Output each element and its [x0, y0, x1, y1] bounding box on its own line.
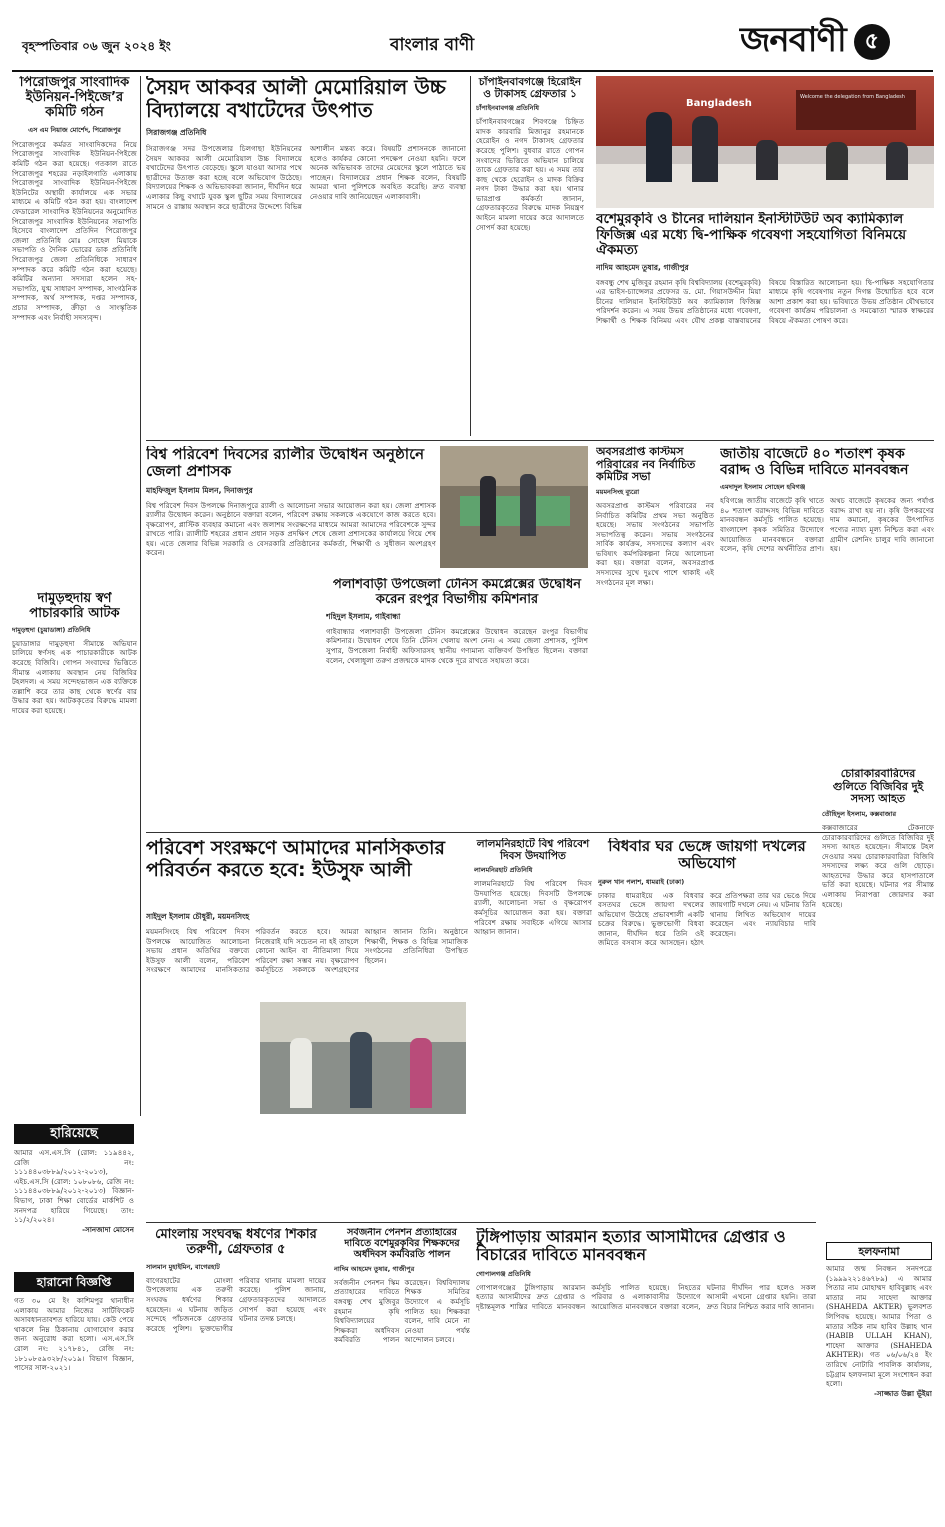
article-body: বিশ্ব পরিবেশ দিবস উপলক্ষে দিনাজপুরে র‍্যালী ও আলোচনা সভার আয়োজন করা হয়। জেলা প্রশাসক র‍্যালীর উদ্বোধন করেন। অনুষ্ঠানে বক্তারা বলেন, পরিবেশ রক্ষায় সকলকে একযোগে কাজ করতে হবে। বৃক্ষরোপণ, প্লাস্টিক ব্যবহার কমানো এবং জলাশয় সংরক্ষণের মাধ্যমে আমরা আমাদের পরিবেশকে সুন্দর রাখতে পারি। র‍্যালীটি শহরের প্রধান প্রধান সড়ক প্রদক্ষিণ শেষে জেলা প্রশাসকের কার্যালয়ে গিয়ে শেষ হয়। এতে জেলার বিভিন্ন সরকারি ও বেসরকারি প্রতিষ্ঠানের কর্মকর্তা, শিক্ষার্থী ও সুধীজন অংশগ্রহণ করেন। — [146, 500, 436, 558]
page-number: ৫ — [864, 28, 879, 54]
article-byline: নাদিম আহমেদ তুষার, গাজীপুর — [596, 262, 689, 272]
article-body: ঢাকার ধামরাইয়ে এক বিধবার বসতঘর ভেঙ্গে জায়গা দখলের অভিযোগ উঠেছে প্রভাবশালী একটি চক্রের বিরুদ্ধে। ভুক্তভোগী বিধবা জানান, দীর্ঘদিন ধরে তিনি ওই জমিতে বসবাস করে আসছেন। হঠাৎ করে প্রতিপক্ষরা তার ঘর ভেঙে দিয়ে জায়গাটি দখলে নেয়। এ ঘটনায় তিনি থানায় লিখিত অভিযোগ দায়ের করেছেন এবং ন্যায়বিচার দাবি করেছেন। — [598, 890, 816, 948]
lost-notice — [14, 1148, 134, 1264]
affidavit-body: আমার জন্ম নিবন্ধন সনদপত্রে (১৯৯৯২২১৪৬৭৮৯) এ আমার পিতার নাম মোহাম্মদ হাবিবুল্লাহ এবং মাতার নাম সাহেদা আক্তার (SHAHEDA AKTER) ভুলবশত লিপিবদ্ধ হয়েছে। আমার পিতা ও মাতার সঠিক নাম হাবিব উল্লাহ খান (HABIB ULLAH KHAN), শাহেদা আক্তার (SHAHEDA AKHTER)। গত ০৬/০৬/২৪ ইং তারিখে নোটারি পাবলিক কার্যালয়, চট্টগ্রাম হলফনামা মূলে সংশোধন করা হলো। — [826, 1264, 932, 1389]
article-gold-smuggler — [12, 592, 137, 1112]
photo-screen-text: Welcome the delegation from Bangladesh — [800, 94, 905, 100]
article-body: সিরাজগঞ্জ সদর উপজেলার চিলগাছা ইউনিয়নের সৈয়দ আকবর আলী মেমোরিয়াল উচ্চ বিদ্যালয়ে বখাটেদের উৎপাত বেড়েছে। স্কুলে যাওয়া আসার পথে ছাত্রীদের উত্যক্ত করা হচ্ছে বলে অভিযোগ উঠেছে। বিদ্যালয়ের শিক্ষক ও অভিভাবকরা জানান, দীর্ঘদিন ধরে এলাকার কিছু বখাটে যুবক স্কুল ছুটির সময় বিদ্যালয়ের সামনে ও রাস্তায় অবস্থান করে ছাত্রীদের উদ্দেশ্যে বিভিন্ন অশালীন মন্তব্য করে। বিষয়টি প্রশাসনকে জানানো হলেও কার্যকর কোনো পদক্ষেপ নেওয়া হয়নি। ফলে অনেক অভিভাবক তাদের মেয়েদের স্কুলে পাঠাতে ভয় পাচ্ছেন। বিদ্যালয়ের প্রধান শিক্ষক বলেন, বিষয়টি আমরা থানা পুলিশকে অবহিত করেছি। দ্রুত ব্যবস্থা নেওয়ার দাবি জানিয়েছেন এলাকাবাসী। — [146, 144, 466, 211]
article-byline: গোপালগঞ্জ প্রতিনিধি — [476, 1269, 531, 1278]
article-headline: সৈয়দ আকবর আলী মেমোরিয়াল উচ্চ বিদ্যালয়ে বখাটেদের উৎপাত — [146, 76, 446, 122]
article-bsmrau-china — [596, 212, 934, 442]
article-byline: নুরুল খান পলাশ, ধামরাই (ঢাকা) — [598, 877, 685, 886]
article-body: বাগেরহাটের মোংলা উপজেলায় এক তরুণী সংঘবদ্ধ ধর্ষণের শিকার হয়েছেন। এ ঘটনায় জড়িত সন্দেহে পাঁচজনকে গ্রেফতার করেছে পুলিশ। ভুক্তভোগীর পরিবার থানায় মামলা দায়ের করেছে। পুলিশ জানায়, গ্রেফতারকৃতদের আদালতে সোপর্দ করা হয়েছে এবং ঘটনার তদন্ত চলছে। — [146, 1275, 326, 1333]
article-tennis — [326, 578, 588, 828]
article-headline: লালমনিরহাটে বিশ্ব পরিবেশ দিবস উদযাপিত — [476, 838, 590, 863]
person-figure — [350, 1032, 372, 1108]
article-byline: নাদিম আহমেদ তুষার, গাজীপুর — [334, 1264, 415, 1273]
section-title: বাংলার বাণী — [390, 35, 475, 55]
person-figure — [646, 112, 672, 182]
affidavit-title: হলফনামা — [826, 1242, 932, 1260]
article-lalmonirhat — [474, 838, 592, 1218]
article-headline: জাতীয় বাজেটে ৪০ শতাংশ কৃষক বরাদ্দ ও বিভিন্ন দাবিতে মানববন্ধন — [720, 446, 909, 479]
lost-notice-title: হারিয়েছে — [14, 1124, 134, 1144]
article-byline: সালমান মুহাইমিন, বাগেরহাট — [146, 1262, 220, 1271]
article-byline: দামুড়হুদা (চুয়াডাঙ্গা) প্রতিনিধি — [12, 625, 91, 634]
article-customs — [596, 446, 714, 826]
article-headline: বিধবার ঘর ভেঙ্গে জায়গা দখলের অভিযোগ — [608, 838, 806, 873]
article-tungipara — [476, 1228, 816, 1518]
affidavit-signature: -সাজ্জাত উল্লা ভূঁইয়া — [873, 1388, 932, 1398]
header-rule — [12, 70, 933, 72]
article-widow-house — [598, 838, 816, 1218]
article-headline: অবসরপ্রাপ্ত কাস্টমস পরিবারের নব নির্বাচিত কমিটির সভা — [596, 446, 696, 484]
article-byline: মাহফিজুল ইসলাম মিলন, দিনাজপুর — [146, 485, 253, 495]
article-headline: পলাশবাড়ী উপজেলা টেনিস কমপ্লেক্সের উদ্বোধন করেন রংপুর বিভাগীয় কমিশনার — [333, 578, 581, 607]
lost-notice-body: আমার এস.এস.সি (রোল: ১১৯৪৪২, রেজি নং: ১১১৪৪০৩৮৮৯/২০১২-২০১৩), এইচ.এস.সি (রোল: ১০৮০৮৬, রেজি নং: ১১১৪৪০৩৮৮৯/২০১২-২০১৩) বিজ্ঞান-বিভাগ, ঢাকা শিক্ষা বোর্ডের মার্কশিট ও সনদপত্র হারিয়ে গিয়েছে। তাং: ১১/২/২০২৪। — [14, 1148, 134, 1225]
missing-notice — [14, 1296, 134, 1516]
missing-notice-title: হারানো বিজ্ঞপ্তি — [14, 1272, 134, 1292]
column-divider — [140, 76, 141, 1116]
logo-text: জনবাণী — [740, 19, 846, 60]
article-body: কক্সবাজারের টেকনাফে চোরাকারবারিদের গুলিতে বিজিবির দুই সদস্য আহত হয়েছেন। সীমান্তে টহল দেওয়ার সময় চোরাকারবারিরা বিজিবি সদস্যদের লক্ষ্য করে গুলি ছোড়ে। আহতদের উদ্ধার করে হাসপাতালে ভর্তি করা হয়েছে। ঘটনার পর সীমান্ত এলাকায় নিরাপত্তা জোরদার করা হয়েছে। — [822, 822, 934, 909]
article-headline: টুঙ্গিপাড়ায় আরমান হত্যার আসামীদের গ্রেপ্তার ও বিচারের দাবিতে মানববন্ধন — [476, 1228, 786, 1265]
person-figure — [520, 474, 536, 536]
article-body: বঙ্গবন্ধু শেখ মুজিবুর রহমান কৃষি বিশ্ববিদ্যালয় (বশেমুরকৃবি) এর ভাইস-চ্যান্সেলর প্রফেসর ড. মো. গিয়াসউদ্দীন মিয়া চীনের দালিয়ান ইনস্টিটিউট অব ক্যামিক্যাল ফিজিক্স পরিদর্শন করেন। এ সময় উভয় প্রতিষ্ঠানের মধ্যে গবেষণা, শিক্ষার্থী ও শিক্ষক বিনিময় এবং যৌথ প্রকল্প বাস্তবায়নের বিষয়ে বিস্তারিত আলোচনা হয়। দ্বি-পাক্ষিক সহযোগিতার মাধ্যমে কৃষি গবেষণায় নতুন দিগন্ত উন্মোচিত হবে বলে আশা প্রকাশ করা হয়। ভবিষ্যতে উভয় প্রতিষ্ঠান যৌথভাবে গবেষণা কার্যক্রম পরিচালনা ও সমঝোতা স্মারক স্বাক্ষরের বিষয়ে ঐকমত্য পোষণ করে। — [596, 277, 934, 325]
section-rule — [146, 1222, 816, 1223]
article-body: চাঁপাইনবাবগঞ্জের শিবগঞ্জে চিহ্নিত মাদক কারবারি মিজানুর রহমানকে হেরোইন ও নগদ টাকাসহ গ্রেফতার করেছে পুলিশ। বুধবার রাতে গোপন সংবাদের ভিত্তিতে অভিযান চালিয়ে তাকে গ্রেফতার করা হয়। এ সময় তার কাছ থেকে হেরোইন ও মাদক বিক্রির নগদ টাকা উদ্ধার করা হয়। থানার ভারপ্রাপ্ত কর্মকর্তা জানান, গ্রেফতারকৃতের বিরুদ্ধে মাদক নিয়ন্ত্রণ আইনে মামলা দায়ের করে আদালতে সোপর্দ করা হয়েছে। — [476, 117, 584, 232]
article-headline: পরিবেশ সংরক্ষণে আমাদের মানসিকতার পরিবর্তন করতে হবে: ইউসুফ আলী — [146, 838, 445, 881]
article-headline: চোরাকারবারিদের গুলিতে বিজিবির দুই সদস্য আহত — [832, 768, 924, 806]
person-figure — [290, 1038, 312, 1108]
person-figure — [886, 142, 908, 180]
article-body: চুয়াডাঙ্গার দামুড়হুদা সীমান্তে অভিযান চালিয়ে স্বর্ণসহ এক পাচারকারীকে আটক করেছে বিজিবি। গোপন সংবাদের ভিত্তিতে সীমান্ত এলাকায় অবস্থান নেয় বিজিবির টহলদল। এ সময় সন্দেহভাজন এক ব্যক্তিকে তল্লাশি করে তার কাছ থেকে স্বর্ণের বার উদ্ধার করা হয়। আটককৃতের বিরুদ্ধে মামলা দায়ের করা হয়েছে। — [12, 638, 137, 716]
environment-meeting-photo — [260, 1002, 466, 1114]
lost-notice-signature: -সানজাদা মোসেন — [82, 1224, 134, 1234]
article-byline: ময়মনসিংহ ব্যুরো — [596, 487, 640, 496]
article-headline: পিরোজপুর সাংবাদিক ইউনিয়ন-পিইজে’র কমিটি গঠন — [19, 76, 130, 120]
issue-date: বৃহস্পতিবার ০৬ জুন ২০২৪ ইং — [22, 39, 171, 53]
article-body: ময়মনসিংহে বিশ্ব পরিবেশ দিবস উপলক্ষে আয়োজিত আলোচনা সভায় প্রধান অতিথির বক্তব্যে ইউসুফ আলী বলেন, পরিবেশ সংরক্ষণে আমাদের মানসিকতার পরিবর্তন করতে হবে। আমরা নিজেরাই যদি সচেতন না হই তাহলে কোনো আইন বা নীতিমালা দিয়ে পরিবেশ রক্ষা সম্ভব নয়। বৃক্ষরোপণ কর্মসূচিতে সকলকে অংশগ্রহণের আহ্বান জানান তিনি। অনুষ্ঠানে শিক্ষার্থী, শিক্ষক ও বিভিন্ন সামাজিক সংগঠনের প্রতিনিধিরা উপস্থিত ছিলেন। — [146, 927, 468, 975]
article-headline: চাঁপাইনবাবগঞ্জে হিরোইন ও টাকাসহ গ্রেফতার ১ — [478, 76, 582, 101]
article-body: সর্বজনীন পেনশন স্কিম প্রত্যাহারের দাবিতে বঙ্গবন্ধু শেখ মুজিবুর রহমান কৃষি বিশ্ববিদ্যালয়ের শিক্ষকরা অর্ধদিবস কর্মবিরতি পালন করেছেন। বিশ্ববিদ্যালয় শিক্ষক সমিতির উদ্যোগে এ কর্মসূচি পালিত হয়। শিক্ষকরা বলেন, দাবি মেনে না নেওয়া পর্যন্ত আন্দোলন চলবে। — [334, 1277, 470, 1345]
article-body: গোপালগঞ্জের টুঙ্গিপাড়ায় আরমান হত্যার আসামীদের দ্রুত গ্রেপ্তার ও দৃষ্টান্তমূলক শাস্তির দাবিতে মানববন্ধন কর্মসূচি পালিত হয়েছে। নিহতের পরিবার ও এলাকাবাসীর উদ্যোগে আয়োজিত মানববন্ধনে বক্তারা বলেন, ঘটনার দীর্ঘদিন পার হলেও সকল আসামী এখনো গ্রেপ্তার হয়নি। তারা দ্রুত বিচার নিশ্চিত করার দাবি জানান। — [476, 1282, 816, 1311]
affidavit-notice — [826, 1264, 932, 1518]
logo — [740, 20, 890, 64]
article-byline: তৌহিদুল ইসলাম, কক্সবাজার — [822, 809, 897, 818]
article-pirojpur — [12, 76, 137, 586]
article-body: পিরোজপুরে কর্মরত সাংবাদিকদের নিয়ে পিরোজপুর সাংবাদিক ইউনিয়ন-পিইজে কমিটি গঠন করা হয়েছে। গতকাল রাতে পিরোজপুর শহরের নড়াইলগাতি এলাকায় পিরোজপুর সাংবাদিক ইউনিয়ন-পিইজে ইউনিটের অস্থায়ী কার্যালয়ে এক সভার মাধ্যমে এ কমিটি গঠন করা হয়। বাংলাদেশ ফেডারেল সাংবাদিক ইউনিয়নের অনুমোদিত পিরোজপুর সাংবাদিক ইউনিয়নের সভাপতি হিসেবে বাংলাদেশ প্রতিদিন পিরোজপুর জেলা প্রতিনিধি মোঃ সোহেল মিয়াকে সভাপতি ও দৈনিক ভোরের ডাক প্রতিনিধি পিরোজপুর জেলা প্রতিনিধিকে সাধারণ সম্পাদক করে কমিটি গঠন করা হয়েছে। কমিটির অন্যান্য সদস্যরা হলেন সহ-সভাপতি, যুগ্ম সাধারণ সম্পাদক, সাংগঠনিক সম্পাদক, অর্থ সম্পাদক, দপ্তর সম্পাদক, প্রচার সম্পাদক, ক্রীড়া ও সাংস্কৃতিক সম্পাদক এবং নির্বাহী সদস্যবৃন্দ। — [12, 139, 137, 322]
section-rule — [146, 832, 934, 833]
meeting-photo — [596, 76, 934, 208]
article-byline: সিরাজগঞ্জ প্রতিনিধি — [146, 128, 207, 137]
person-figure — [480, 476, 496, 536]
article-mongla — [146, 1228, 326, 1518]
section-rule — [146, 440, 934, 441]
article-heroin — [476, 76, 584, 436]
article-byline: সাইদুল ইসলাম চৌধুরী, ময়মনসিংহ — [146, 912, 250, 921]
person-figure — [826, 142, 848, 180]
rally-photo — [440, 446, 588, 568]
article-bgb — [822, 768, 934, 1236]
article-byline: এস এম নিয়াজ মোর্শেদ, পিরোজপুর — [28, 125, 121, 134]
article-byline: চাঁপাইনবাবগঞ্জ প্রতিনিধি — [476, 104, 539, 113]
article-body: লালমনিরহাটে বিশ্ব পরিবেশ দিবস উদযাপিত হয়েছে। দিবসটি উপলক্ষে র‍্যালী, আলোচনা সভা ও বৃক্ষরোপণ কর্মসূচির আয়োজন করা হয়। বক্তারা পরিবেশ রক্ষায় সবাইকে এগিয়ে আসার আহ্বান জানান। — [474, 879, 592, 937]
photo-sky — [440, 446, 588, 486]
article-headline: সর্বজনীন পেনশন প্রত্যাহারের দাবিতে বশেমুরকৃবির শিক্ষকদের অর্ধদিবস কর্মবিরতি পালন — [344, 1228, 460, 1260]
missing-notice-body: গত ৩০ মে ইং কাশিমপুর থানাধীন এলাকায় আমার নিজের সার্টিফিকেট অসাবধানতাবশত হারিয়ে যায়। কেউ পেয়ে থাকলে নিম্ন ঠিকানায় যোগাযোগ করার জন্য অনুরোধ করা হলো। এস.এস.সি রোল নং: ২১৭৮৪১, রেজি নং: ১৮১০৮৫৯৩২৮/২০১৯। বিভাগ বিজ্ঞান, পাসের সাল-২০২১। — [14, 1296, 134, 1373]
masthead — [0, 0, 945, 70]
article-byline: শহিদুল ইসলাম, গাইবান্ধা — [326, 611, 401, 621]
photo-screen — [796, 90, 916, 130]
article-body: অবসরপ্রাপ্ত কাস্টমস পরিবারের নব নির্বাচিত কমিটির প্রথম সভা অনুষ্ঠিত হয়েছে। সভায় সংগঠনের সভাপতি সভাপতিত্ব করেন। সভায় সংগঠনের সার্বিক কার্যক্রম, সদস্যদের কল্যাণ এবং ভবিষ্যৎ কর্মপরিকল্পনা নিয়ে আলোচনা করা হয়। বক্তারা বলেন, অবসরপ্রাপ্ত সদস্যদের সুখে দুঃখে পাশে থাকাই এই সংগঠনের মূল লক্ষ্য। — [596, 500, 714, 587]
photo-banner-text: Bangladesh — [686, 98, 752, 109]
article-headline: বিশ্ব পরিবেশ দিবসের র‍্যালীর উদ্বোধন অনুষ্ঠানে জেলা প্রশাসক — [146, 446, 425, 481]
article-headline: মোংলায় সংঘবদ্ধ ধর্ষণের শিকার তরুণী, গ্রেফতার ৫ — [155, 1228, 317, 1257]
article-body: গাইবান্ধার পলাশবাড়ী উপজেলা টেনিস কমপ্লেক্সের উদ্বোধন করেছেন রংপুর বিভাগীয় কমিশনার। উদ্বোধন শেষে তিনি টেনিস খেলায় অংশ নেন। এ সময় জেলা প্রশাসক, পুলিশ সুপার, উপজেলা নির্বাহী অফিসারসহ স্থানীয় গণ্যমান্য ব্যক্তিবর্গ উপস্থিত ছিলেন। বক্তারা বলেন, খেলাধুলা তরুণ প্রজন্মকে মাদক থেকে দূরে রাখতে সহায়তা করে। — [326, 626, 588, 665]
column-divider — [470, 76, 471, 436]
page-number-badge — [854, 24, 890, 60]
article-byline: এমদাদুল ইসলাম সোহেল হবিগঞ্জ — [720, 483, 806, 492]
person-figure — [410, 1038, 432, 1108]
article-byline: লালমনিরহাট প্রতিনিধি — [474, 866, 533, 875]
article-headline: বশেমুরকৃবি ও চীনের দালিয়ান ইনস্টিটিউট অব ক্যামিক্যাল ফিজিক্স এর মধ্যে দ্বি-পাক্ষিক গবেষণা সহযোগিতা বিনিময়ে ঐকমত্য — [596, 212, 907, 259]
article-headline: দামুড়হুদায় স্বর্ণ পাচারকারি আটক — [29, 592, 120, 621]
person-figure — [756, 140, 778, 180]
article-body: হবিগঞ্জে জাতীয় বাজেটে কৃষি খাতে ৪০ শতাংশ বরাদ্দসহ বিভিন্ন দাবিতে মানববন্ধন কর্মসূচি পালিত হয়েছে। বাংলাদেশ কৃষক সমিতির উদ্যোগে আয়োজিত মানববন্ধনে বক্তারা বলেন, কৃষি দেশের অর্থনীতির প্রাণ। অথচ বাজেটে কৃষকের জন্য পর্যাপ্ত বরাদ্দ রাখা হয় না। কৃষি উপকরণের দাম কমানো, কৃষকের উৎপাদিত পণ্যের ন্যায্য মূল্য নিশ্চিত করা এবং গ্রামীণ রেশনিং চালুর দাবি জানানো হয়। — [720, 496, 934, 554]
person-figure — [692, 116, 718, 182]
article-pension — [334, 1228, 470, 1518]
banner-cloth — [460, 496, 570, 526]
